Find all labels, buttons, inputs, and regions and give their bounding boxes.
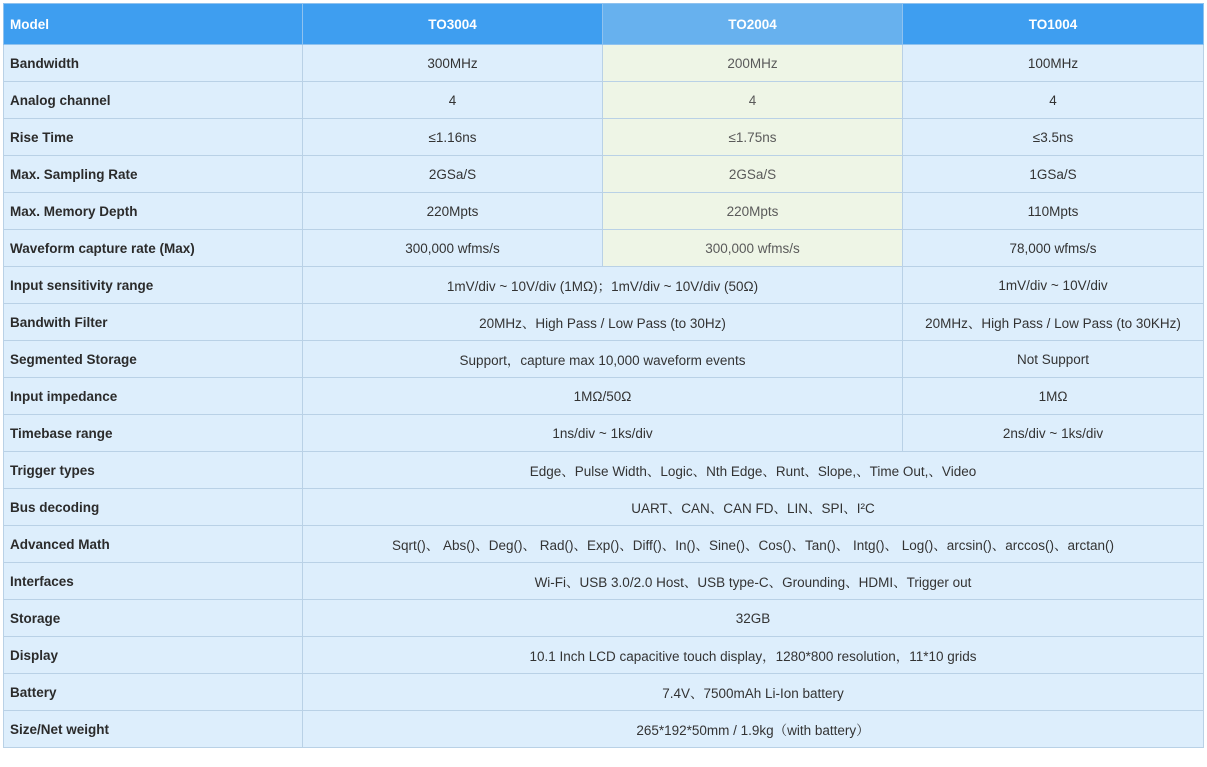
row-label: Advanced Math bbox=[4, 526, 303, 563]
cell-all-models: Wi-Fi、USB 3.0/2.0 Host、USB type-C、Grounding、HDMI、Trigger out bbox=[303, 563, 1204, 600]
header-model-to2004: TO2004 bbox=[603, 4, 903, 45]
table-row bbox=[4, 341, 1204, 378]
cell-to2004: ≤1.75ns bbox=[603, 119, 903, 156]
table-row bbox=[4, 82, 1204, 119]
cell-to2004: 300,000 wfms/s bbox=[603, 230, 903, 267]
row-label: Bus decoding bbox=[4, 489, 303, 526]
table-row bbox=[4, 489, 1204, 526]
table-row bbox=[4, 452, 1204, 489]
row-label: Analog channel bbox=[4, 82, 303, 119]
table-row bbox=[4, 378, 1204, 415]
header-model-to3004: TO3004 bbox=[303, 4, 603, 45]
cell-to1004: 2ns/div ~ 1ks/div bbox=[903, 415, 1204, 452]
table-row bbox=[4, 711, 1204, 748]
cell-to3004: ≤1.16ns bbox=[303, 119, 603, 156]
cell-to2004: 200MHz bbox=[603, 45, 903, 82]
cell-to1004: 1GSa/S bbox=[903, 156, 1204, 193]
table-row bbox=[4, 230, 1204, 267]
row-label: Battery bbox=[4, 674, 303, 711]
cell-all-models: 265*192*50mm / 1.9kg（with battery） bbox=[303, 711, 1204, 748]
cell-to1004: 1mV/div ~ 10V/div bbox=[903, 267, 1204, 304]
cell-to3004: 220Mpts bbox=[303, 193, 603, 230]
cell-all-models: 32GB bbox=[303, 600, 1204, 637]
table-row bbox=[4, 526, 1204, 563]
cell-all-models: 10.1 Inch LCD capacitive touch display，1280*800 resolution，11*10 grids bbox=[303, 637, 1204, 674]
cell-to1004: 1MΩ bbox=[903, 378, 1204, 415]
cell-to2004: 220Mpts bbox=[603, 193, 903, 230]
cell-to1004: Not Support bbox=[903, 341, 1204, 378]
cell-all-models: UART、CAN、CAN FD、LIN、SPI、I²C bbox=[303, 489, 1204, 526]
row-label: Display bbox=[4, 637, 303, 674]
table-row bbox=[4, 415, 1204, 452]
cell-to1004: ≤3.5ns bbox=[903, 119, 1204, 156]
table-row bbox=[4, 156, 1204, 193]
cell-to1004: 100MHz bbox=[903, 45, 1204, 82]
cell-to3004-to2004: Support，capture max 10,000 waveform events bbox=[303, 341, 903, 378]
row-label: Bandwidth bbox=[4, 45, 303, 82]
cell-to3004-to2004: 1mV/div ~ 10V/div (1MΩ)；1mV/div ~ 10V/div (50Ω) bbox=[303, 267, 903, 304]
row-label: Waveform capture rate (Max) bbox=[4, 230, 303, 267]
table-row bbox=[4, 193, 1204, 230]
cell-to1004: 4 bbox=[903, 82, 1204, 119]
row-label: Storage bbox=[4, 600, 303, 637]
row-label: Timebase range bbox=[4, 415, 303, 452]
row-label: Input impedance bbox=[4, 378, 303, 415]
table-row bbox=[4, 267, 1204, 304]
cell-to3004-to2004: 20MHz、High Pass / Low Pass (to 30Hz) bbox=[303, 304, 903, 341]
table-row bbox=[4, 600, 1204, 637]
header-model-to1004: TO1004 bbox=[903, 4, 1204, 45]
cell-all-models: Sqrt()、 Abs()、Deg()、 Rad()、Exp()、Diff()、In()、Sine()、Cos()、Tan()、 Intg()、 Log()、arcsin()、arccos()、arctan() bbox=[303, 526, 1204, 563]
cell-to2004: 4 bbox=[603, 82, 903, 119]
table-row bbox=[4, 674, 1204, 711]
row-label: Size/Net weight bbox=[4, 711, 303, 748]
table-row bbox=[4, 637, 1204, 674]
row-label: Max. Memory Depth bbox=[4, 193, 303, 230]
cell-to1004: 78,000 wfms/s bbox=[903, 230, 1204, 267]
row-label: Interfaces bbox=[4, 563, 303, 600]
cell-to3004-to2004: 1ns/div ~ 1ks/div bbox=[303, 415, 903, 452]
table-row bbox=[4, 563, 1204, 600]
cell-to3004: 2GSa/S bbox=[303, 156, 603, 193]
table-row bbox=[4, 119, 1204, 156]
spec-comparison-table bbox=[3, 3, 1204, 748]
cell-to3004-to2004: 1MΩ/50Ω bbox=[303, 378, 903, 415]
header-row bbox=[4, 4, 1204, 45]
row-label: Bandwith Filter bbox=[4, 304, 303, 341]
cell-to1004: 20MHz、High Pass / Low Pass (to 30KHz) bbox=[903, 304, 1204, 341]
cell-all-models: 7.4V、7500mAh Li-Ion battery bbox=[303, 674, 1204, 711]
header-model-label: Model bbox=[4, 4, 303, 45]
row-label: Segmented Storage bbox=[4, 341, 303, 378]
cell-to3004: 300,000 wfms/s bbox=[303, 230, 603, 267]
row-label: Input sensitivity range bbox=[4, 267, 303, 304]
row-label: Trigger types bbox=[4, 452, 303, 489]
table-row bbox=[4, 304, 1204, 341]
cell-to1004: 110Mpts bbox=[903, 193, 1204, 230]
cell-all-models: Edge、Pulse Width、Logic、Nth Edge、Runt、Slope,、Time Out,、Video bbox=[303, 452, 1204, 489]
cell-to3004: 4 bbox=[303, 82, 603, 119]
table-row bbox=[4, 45, 1204, 82]
row-label: Max. Sampling Rate bbox=[4, 156, 303, 193]
cell-to3004: 300MHz bbox=[303, 45, 603, 82]
cell-to2004: 2GSa/S bbox=[603, 156, 903, 193]
row-label: Rise Time bbox=[4, 119, 303, 156]
